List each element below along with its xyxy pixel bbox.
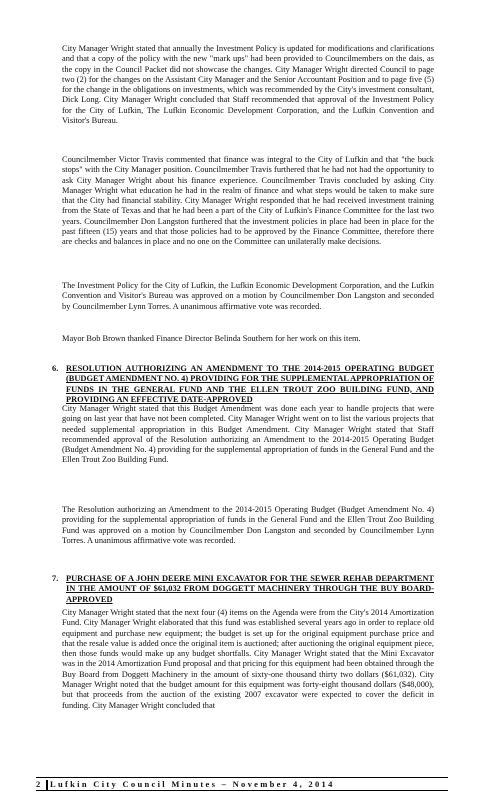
item-7-discussion-paragraph: City Manager Wright stated that the next four (4) items on the Agenda were from the City's 2014 Amortization Fund. City Manager Wright elaborated that this fund was established several years ago in order to replace old equipment and purchase new equipment; the budget is set up for the original equipment purchase price and that the resale value is added once the original item is auctioned; after auctioning the original equipment piece, then those funds would make up any budget shortfalls. City Manager Wright stated that the Mini Excavator was in the 2014 Amortization Fund proposal and that pricing for this equipment had been obtained through the Buy Board from Doggett Machinery in the amount of sixty-one thousand thirty two dollars ($61,032). City Manager Wright noted that the budget amount for this equipment was forty-eight thousand dollars ($48,000), but that proceeds from the auction of the existing 2007 excavator were expected to cover the deficit in funding. City Manager Wright concluded that — [62, 608, 434, 710]
footer-page-number: 2 — [36, 779, 41, 789]
item-7-heading: PURCHASE OF A JOHN DEERE MINI EXCAVATOR FOR THE SEWER REHAB DEPARTMENT IN THE AMOUNT OF $61,032 FROM DOGGETT MACHINERY THROUGH THE BUY BOARD-APPROVED — [66, 574, 434, 604]
item-7-number: 7. — [52, 574, 59, 583]
mayor-thanks-paragraph: Mayor Bob Brown thanked Finance Director Belinda Southern for her work on this item. — [62, 334, 361, 343]
investment-policy-intro-paragraph: City Manager Wright stated that annually the Investment Policy is updated for modifications and clarifications and that a copy of the policy with the new "mark ups" had been provided to Councilmembers on the dais, as the copy in the Council Packet did not showcase the changes. City Manager Wright directed Council to page two (2) for the changes on the Assistant City Manager and the Senior Accountant Position and to page five (5) for the change in the obligations on investments, which was recommended by the City's investment consultant, Dick Long. City Manager Wright concluded that Staff recommended that approval of the Investment Policy for the City of Lufkin, The Lufkin Economic Development Corporation, and the Lufkin Convention and Visitor's Bureau. — [62, 44, 434, 126]
item-6-heading: RESOLUTION AUTHORIZING AN AMENDMENT TO THE 2014-2015 OPERATING BUDGET (BUDGET AMENDMENT NO. 4) PROVIDING FOR THE SUPPLEMENTAL APPROPRIATION OF FUNDS IN THE GENERAL FUND AND THE ELLEN TROUT ZOO BUILDING FUND, AND PROVIDING AN EFFECTIVE DATE-APPROVED — [66, 364, 434, 404]
item-6-approval-paragraph: The Resolution authorizing an Amendment to the 2014-2015 Operating Budget (Budget Amendment No. 4) providing for the supplemental appropriation of funds in the General Fund and the Ellen Trout Zoo Building Fund was approved on a motion by Councilmember Don Langston and seconded by Councilmember Lynn Torres. A unanimous affirmative vote was recorded. — [62, 505, 434, 545]
footer-title: Lufkin City Council Minutes – November 4, 2014 — [50, 779, 335, 789]
item-6-discussion-paragraph: City Manager Wright stated that this Budget Amendment was done each year to handle projects that were going on last year that have not been completed. City Manager Wright went on to list the various projects that needed supplemental appropriation in this Budget Amendment. City Manager Wright stated that Staff recommended approval of the Resolution authorizing an Amendment to the 2014-2015 Operating Budget (Budget Amendment No. 4) providing for the supplemental appropriation of funds in the General Fund and the Ellen Trout Zoo Building Fund. — [62, 404, 434, 465]
page-footer — [36, 777, 448, 791]
travis-comments-paragraph: Councilmember Victor Travis commented that finance was integral to the City of Lufkin and that "the buck stops" with the City Manager position. Councilmember Travis furthered that he had not had the opportunity to ask City Manager Wright about his finance experience. Councilmember Travis concluded by asking City Manager Wright what education he had in the realm of finance and what steps would be taken to make sure that the City had financial stability. City Manager Wright responded that he had received investment training from the State of Texas and that he had been a part of the City of Lufkin's Finance Committee for the last two years. Councilmember Don Langston furthered that the investment policies in place had been in place for the past fifteen (15) years and that those policies had to be approved by the Finance Committee, therefore there are checks and balances in place and no one on the Committee can unilaterally make decisions. — [62, 155, 434, 247]
item-6-number: 6. — [52, 364, 59, 373]
investment-approval-paragraph: The Investment Policy for the City of Lufkin, the Lufkin Economic Development Corporation, and the Lufkin Convention and Visitor's Bureau was approved on a motion by Councilmember Don Langston and seconded by Councilmember Lynn Torres. A unanimous affirmative vote was recorded. — [62, 281, 434, 311]
footer-divider — [46, 780, 48, 790]
